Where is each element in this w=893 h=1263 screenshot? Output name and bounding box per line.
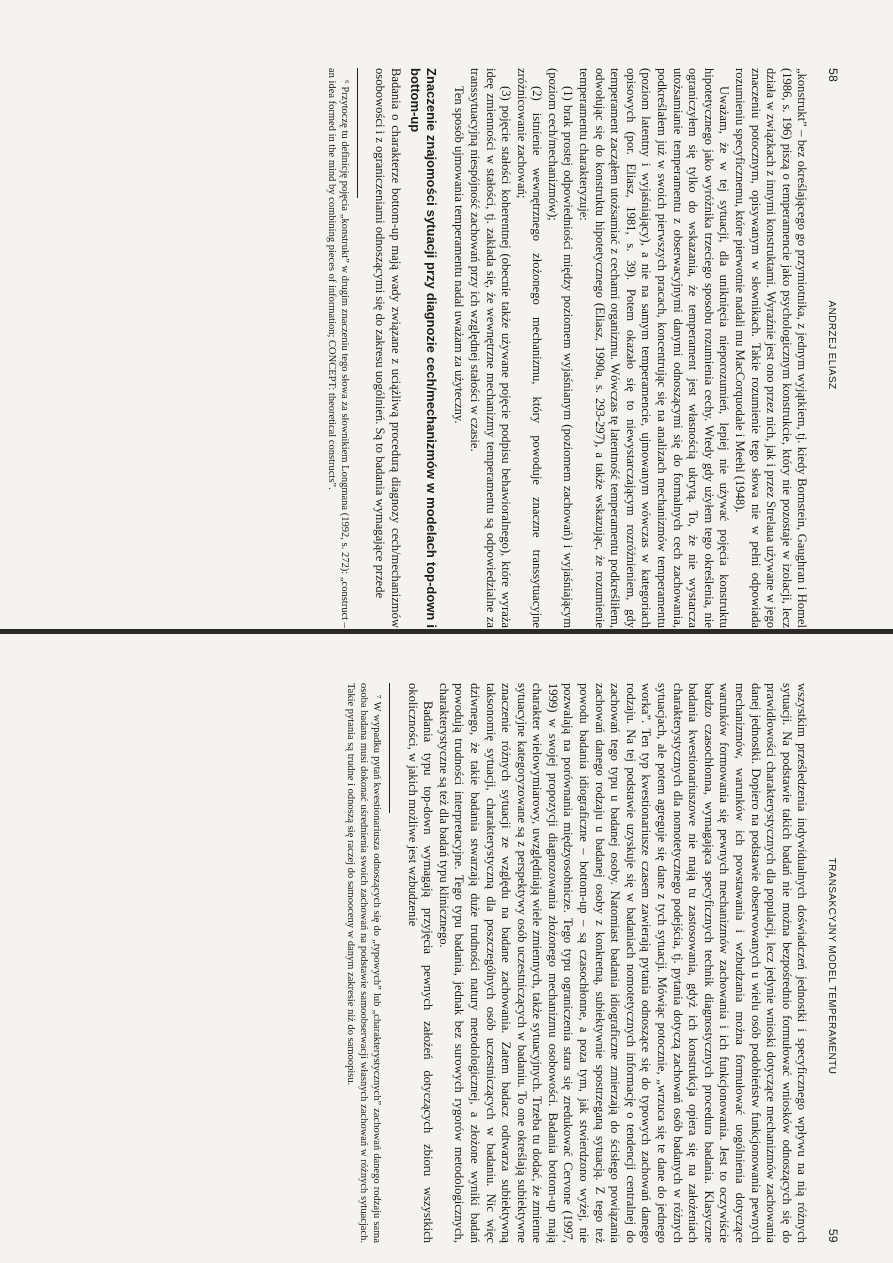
running-head-author: ANDRZEJ ELIASZ	[826, 300, 837, 390]
list-item: (1) brak prostej odpowiedniości między poziomem wyjaśnianym (poziomem zachowań) i wyjaśniającym (poziom cech/mechanizmów);	[545, 68, 576, 628]
body-paragraph: Badania o charakterze bottom-up mają wady związane z uciążliwą procedurą diagnozy cech/mechanizmów osobowości i z ograniczeniami odnoszącymi się do zakresu uogólnień. Są to badania wymagające przede	[373, 68, 403, 628]
footnote: ⁷ W wypadku pytań kwestionariusza odnoszących się do „typowych” lub „charakterystycznych” zachowań danego rodzaju sama osoba badana musi dokonać uśrednienia swoich zachowań na podstawie samoobserwacji własnych zachowań w różnych sytuacjach. Takie pytania są trudne i odnoszą się raczej do samooceny w danym zakresie niż do samoopisu.	[344, 683, 382, 1243]
running-header-right	[823, 683, 840, 1243]
page-59	[40, 683, 840, 1243]
section-heading: Znaczenie znajomości sytuacji przy diagnozie cech/mechanizmów w modelach top-down i bottom-up	[407, 68, 439, 628]
list-item: (3) pojęcie stałości koherentnej (obecnie także używane pojęcie podpisu behawioralnego), które wyraża ideę zmienności w stałości, tj. zakłada się, że wewnętrzne mechanizmy temperamentu są odpowiedzialne za transsytuacyjną niespójność zachowań przy ich względnej stałości w czasie.	[467, 68, 514, 628]
body-paragraph: wszystkim prześledzenia indywidualnych doświadczeń jednostki i specyficznego wpływu na nią różnych sytuacji. Na podstawie takich badań nie można bezpośrednio formułować wniosków odnoszących się do prawidłowości charakterystycznych dla populacji, lecz jedynie wnioski dotyczące mechanizmów zachowania danej jednostki. Dopiero na podstawie obserwowanych u wielu osób podobieństw funkcjonowania pewnych mechanizmów, warunków ich powstawania i wzbudzania można formułować uogólnienia dotyczące warunków formowania się pewnych mechanizmów zachowania i ich funkcjonowania. Jest to oczywiście bardzo czasochłonna, wymagająca specyficznych technik diagnostycznych procedura badania. Klasyczne badania kwestionariuszowe nie mają tu zastosowania, gdyż ich konstrukcja opiera się na założeniach charakterystycznych dla nomotetycznego podejścia, tj. pytania dotyczą zachowań osób badanych w różnych sytuacjach, ale potem agreguje się dane z tych sytuacji. Mówiąc potocznie, „wrzuca się te dane do jednego worka”. Ten typ kwestionariusze czasem zawierają pytania odnoszące się do typowych zachowań danego rodzaju. Na tej podstawie uzyskuje się w badaniach nomotetycznych informację o tendencji centralnej do zachowań tego typu u badanej osoby. Natomiast badania idiograficzne zmierzają do ścisłego powiązania zachowań danego rodzaju u badanej osoby z konkretną, subiektywnie spostrzeganą sytuacją. Z tego też powodu badania idiograficzne – bottom-up – są czasochłonne, a poza tym, jak stwierdzono wyżej, nie pozwalają na porównania międzyosobnicze. Tego typu ograniczenia stara się zredukować Cervone (1997, 1999) w swojej propozycji diagnozowania złożonego mechanizmu osobowości. Badania bottom-up mają charakter wielowymiarowy, uwzględniają wiele zmiennych, także sytuacyjnych. Trzeba tu dodać, że zmienne sytuacyjne kategoryzowane są z perspektywy osób uczestniczących w badaniu. To one określają subiektywne znaczenie różnych sytuacji ze względu na badane zachowania. Zatem badacz odtwarza subiektywną taksonomię sytuacji, charakterystyczną dla poszczególnych osób uczestniczących w badaniu. Nic więc dziwnego, że takie badania stwarzają duże trudności natury metodologicznej, a złożone wyniki badań powodują trudności interpretacyjne. Tego typu badania, jednak bez surowych rygorów metodologicznych, charakterystyczne są też dla badań typu klinicznego.	[436, 683, 810, 1243]
page-58	[40, 68, 840, 628]
body-paragraph: Uważam, że w tej sytuacji, dla uniknięcia nieporozumień, lepiej nie używać pojęcia konstruktu hipotetycznego jako wyróżnika trzeciego sposobu rozumienia cechy. Wtedy gdy użyłem tego określenia, nie ograniczyłem się tylko do wskazania, że temperament jest własnością ukrytą. To, że nie wystarcza utożsamianie temperamentu z obserwacyjnymi danymi odnoszącymi się do formalnych cech zachowania, podkreślałem już w swoich pierwszych pracach, koncentrując się na analizach mechanizmów temperamentu (poziom latentny i wyjaśniający), a nie na samym temperamencie, ujmowanym wówczas w kategoriach opisowych (por. Eliasz, 1981, s. 39). Potem okazało się to niewystarczającym rozróżnieniem, gdy temperament zacząłem utożsamiać z cechami organizmu. Wówczas tę latentność temperamentu podkreśliłem, odwołując się do konstruktu hipotetycznego (Eliasz, 1990a, s. 293-297), a także wskazując, że rozumienie temperamentu charakteryzuje:	[577, 68, 732, 628]
footnote-rule	[357, 68, 358, 198]
page-gutter	[0, 629, 893, 634]
page-number: 58	[826, 68, 840, 83]
body-paragraph: Badania typu top-down wymagają przyjęcia pewnych założeń dotyczących zbioru wszystkich okoliczności, w jakich możliwe jest wzbudzenie	[405, 683, 436, 1243]
list-item: (2) istnienie wewnętrznego złożonego mechanizmu, który powoduje znaczne transsytuacyjne zróżnicowanie zachowań;	[514, 68, 545, 628]
running-head-title: TRANSAKCYJNY MODEL TEMPERAMENTU	[826, 857, 837, 1075]
numbered-list	[466, 68, 575, 628]
footnote: ⁶ Przytoczę tu definicję pojęcia „konstrukt” w drugim znaczeniu tego słowa za słownikiem Longmana (1992, s. 272): „construct – an idea formed in the mind by combining pieces of information; CONCEPT: theoretical constructs”.	[325, 68, 350, 628]
footnote-rule	[389, 683, 390, 813]
running-header-left	[823, 68, 840, 628]
body-paragraph: Ten sposób ujmowania temperamentu nadal uważam za użyteczny.	[452, 86, 467, 424]
body-paragraph: „konstrukt” – bez określającego go przymiotnika, z jednym wyjątkiem, tj. kiedy Bornstein, Gaughran i Homel (1986, s. 196) piszą o temperamencie jako psychologicznym konstrukcie, który nie pozostaje w izolacji, lecz działa w związkach z innymi konstruktami. Wyraźnie jest ono przez nich, jak i przez Strelaua używane w jego znaczeniu potocznym, opisywanym w słownikach. Takie rozumienie tego słowa nie w pełni odpowiada rozumieniu specyficznemu, które pierwotnie nadali mu MacCorquodale i Meehl (1948).	[733, 68, 810, 628]
page-number: 59	[826, 1228, 840, 1243]
